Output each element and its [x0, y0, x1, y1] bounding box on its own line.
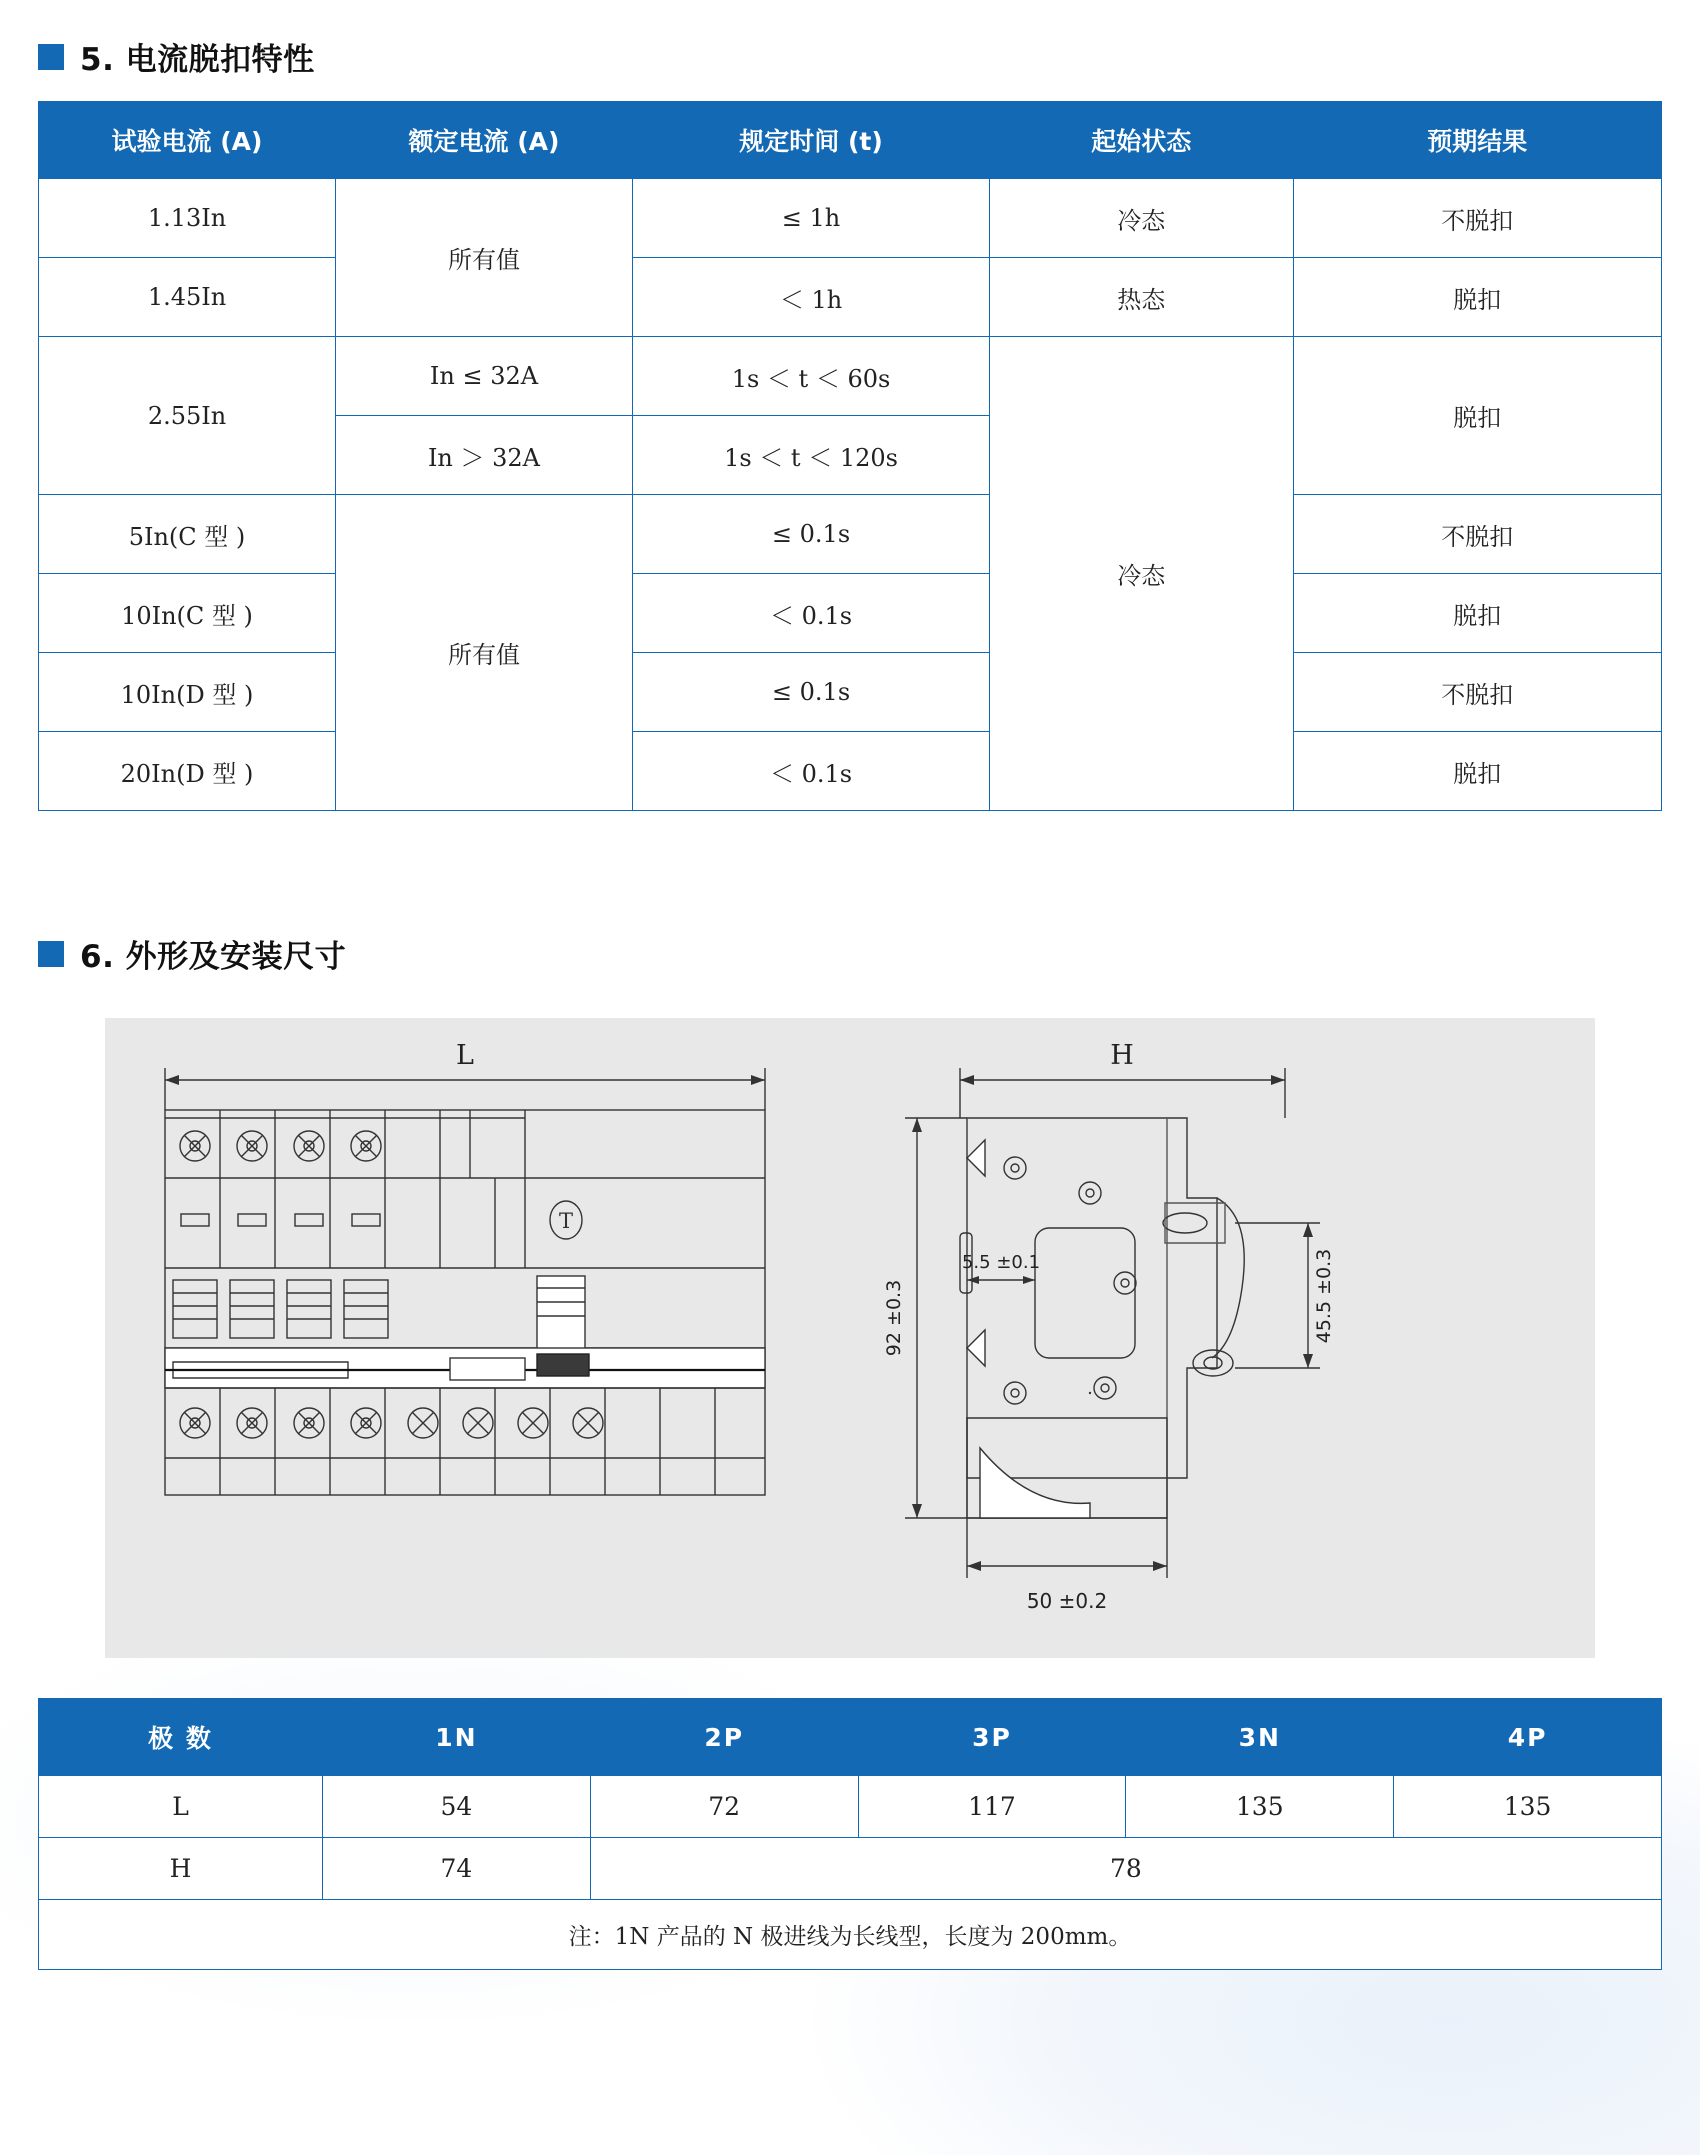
cell-rated-current: In ＞ 32A: [336, 416, 633, 495]
cell-time: ≤ 0.1s: [633, 495, 990, 574]
table-row: [39, 337, 1662, 416]
cell-L-3n: 135: [1126, 1776, 1394, 1838]
cell-time: ＜ 0.1s: [633, 574, 990, 653]
row-label-L: L: [39, 1776, 323, 1838]
table-header-row: [39, 1699, 1662, 1776]
cell-L-3p: 117: [858, 1776, 1126, 1838]
dimension-drawing: [105, 1018, 1595, 1658]
col-header-4p: 4P: [1394, 1699, 1662, 1776]
cell-result: 不脱扣: [1293, 653, 1661, 732]
col-header-3p: 3P: [858, 1699, 1126, 1776]
row-label-H: H: [39, 1838, 323, 1900]
dimension-table-wrap: [38, 1698, 1662, 1970]
cell-L-1n: 54: [323, 1776, 591, 1838]
cell-start-state: 冷态: [990, 337, 1294, 811]
table-row: [39, 1838, 1662, 1900]
table-header-row: [39, 102, 1662, 179]
section-5-heading: [38, 34, 1662, 79]
cell-test-current: 10In(C 型 ): [39, 574, 336, 653]
cell-test-current: 5In(C 型 ): [39, 495, 336, 574]
section-spacer: [38, 811, 1662, 891]
cell-H-1n: 74: [323, 1838, 591, 1900]
square-marker-icon: [38, 941, 64, 967]
table-row: [39, 653, 1662, 732]
table-row: [39, 1776, 1662, 1838]
cell-test-current: 2.55In: [39, 337, 336, 495]
col-header-3n: 3N: [1126, 1699, 1394, 1776]
cell-result: 不脱扣: [1293, 495, 1661, 574]
col-header-2p: 2P: [590, 1699, 858, 1776]
cell-time: 1s ＜ t ＜ 120s: [633, 416, 990, 495]
cell-result: 脱扣: [1293, 258, 1661, 337]
cell-start-state: 热态: [990, 258, 1294, 337]
section-6-title: 6. 外形及安装尺寸: [80, 939, 347, 975]
dimension-figure: [105, 1018, 1595, 1658]
table-row: [39, 732, 1662, 811]
cell-rated-current: In ≤ 32A: [336, 337, 633, 416]
table-note: 注：1N 产品的 N 极进线为长线型，长度为 200mm。: [39, 1900, 1662, 1970]
cell-result: 脱扣: [1293, 337, 1661, 495]
cell-time: ≤ 1h: [633, 179, 990, 258]
label-45-5: 45.5 ±0.3: [1313, 1248, 1335, 1344]
svg-text:T: T: [558, 1209, 574, 1233]
cell-result: 不脱扣: [1293, 179, 1661, 258]
section-6-heading: [38, 931, 1662, 976]
col-header-test-current: 试验电流 (A): [39, 102, 336, 179]
cell-rated-current: 所有值: [336, 495, 633, 811]
label-50: 50 ±0.2: [1026, 1589, 1108, 1613]
cell-test-current: 20In(D 型 ): [39, 732, 336, 811]
label-H: H: [1110, 1040, 1134, 1071]
dimension-table: [38, 1698, 1662, 1970]
cell-time: ＜ 1h: [633, 258, 990, 337]
cell-H-rest: 78: [590, 1838, 1661, 1900]
table-row: [39, 179, 1662, 258]
trip-characteristics-table: [38, 101, 1662, 811]
dimension-figure-wrap: [38, 1018, 1662, 1658]
table-row: [39, 574, 1662, 653]
col-header-time: 规定时间 (t): [633, 102, 990, 179]
col-header-result: 预期结果: [1293, 102, 1661, 179]
cell-rated-current: 所有值: [336, 179, 633, 337]
cell-test-current: 10In(D 型 ): [39, 653, 336, 732]
cell-time: ＜ 0.1s: [633, 732, 990, 811]
table-row: [39, 495, 1662, 574]
col-header-start-state: 起始状态: [990, 102, 1294, 179]
square-marker-icon: [38, 44, 64, 70]
cell-time: ≤ 0.1s: [633, 653, 990, 732]
col-header-1n: 1N: [323, 1699, 591, 1776]
col-header-rated-current: 额定电流 (A): [336, 102, 633, 179]
table-row: [39, 258, 1662, 337]
cell-start-state: 冷态: [990, 179, 1294, 258]
cell-test-current: 1.45In: [39, 258, 336, 337]
cell-time: 1s ＜ t ＜ 60s: [633, 337, 990, 416]
cell-result: 脱扣: [1293, 732, 1661, 811]
cell-result: 脱扣: [1293, 574, 1661, 653]
table-row: [39, 1900, 1662, 1970]
cell-L-2p: 72: [590, 1776, 858, 1838]
label-L: L: [456, 1040, 474, 1071]
section-5-title: 5. 电流脱扣特性: [80, 42, 315, 78]
label-5-5: 5.5 ±0.1: [961, 1252, 1041, 1273]
col-header-poles: 极 数: [39, 1699, 323, 1776]
label-92: 92 ±0.3: [883, 1279, 905, 1357]
cell-L-4p: 135: [1394, 1776, 1662, 1838]
cell-test-current: 1.13In: [39, 179, 336, 258]
